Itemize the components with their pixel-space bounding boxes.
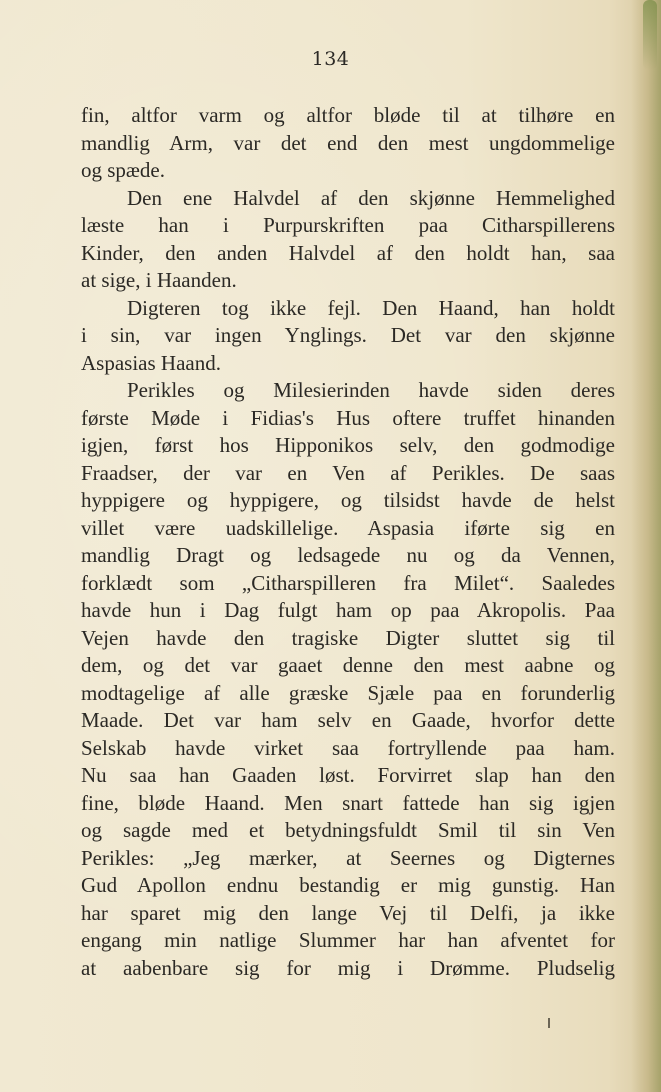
text-line: læste han i Purpurskriften paa Citharspillerens — [81, 213, 615, 237]
text-line: igjen, først hos Hipponikos selv, den godmodige — [81, 433, 615, 457]
text-line: første Møde i Fidias's Hus oftere truffet hinanden — [81, 405, 615, 430]
print-mark — [548, 1018, 550, 1028]
text-line: fine, bløde Haand. Men snart fattede han sig igjen — [81, 790, 615, 815]
text-line: Kinder, den anden Halvdel af den holdt han, saa — [81, 240, 615, 265]
text-line: at aabenbare sig for mig i Drømme. Pludselig — [81, 955, 615, 980]
text-line: modtagelige af alle græske Sjæle paa en forunderlig — [81, 680, 615, 705]
text-line: Nu saa han Gaaden løst. Forvirret slap han den — [81, 763, 615, 787]
text-line: Selskab havde virket saa fortryllende paa ham. — [81, 735, 615, 760]
text-line: hyppigere og hyppigere, og tilsidst havde de helst — [81, 488, 615, 512]
text-line: Digteren tog ikke fejl. Den Haand, han holdt — [127, 295, 615, 320]
text-line: og sagde med et betydningsfuldt Smil til sin Ven — [81, 818, 615, 842]
text-line: Fraadser, der var en Ven af Perikles. De saas — [81, 460, 615, 485]
text-line: Perikles og Milesierinden havde siden deres — [127, 378, 615, 402]
text-line: fin, altfor varm og altfor bløde til at tilhøre en — [81, 103, 615, 127]
text-line: havde hun i Dag fulgt ham op paa Akropolis. Paa — [81, 598, 615, 622]
body-text — [81, 102, 615, 982]
text-line: at sige, i Haanden. — [81, 268, 237, 292]
page-number: 134 — [311, 48, 350, 70]
text-line: Vejen havde den tragiske Digter sluttet sig til — [81, 625, 615, 650]
text-line: Den ene Halvdel af den skjønne Hemmelighed — [127, 185, 615, 210]
text-line: mandlig Arm, var det end den mest ungdommelige — [81, 130, 615, 155]
text-line: dem, og det var gaaet denne den mest aabne og — [81, 653, 615, 677]
text-line: og spæde. — [81, 158, 165, 182]
text-line: Gud Apollon endnu bestandig er mig gunstig. Han — [81, 873, 615, 897]
text-line: engang min natlige Slummer har han afventet for — [81, 928, 615, 952]
text-line: Maade. Det var ham selv en Gaade, hvorfor dette — [81, 708, 615, 732]
text-line: Aspasias Haand. — [81, 350, 221, 375]
text-line: har sparet mig den lange Vej til Delfi, ja ikke — [81, 900, 615, 925]
text-line: villet være uadskillelige. Aspasia iførte sig en — [81, 515, 615, 540]
text-line: i sin, var ingen Ynglings. Det var den skjønne — [81, 323, 615, 347]
text-line: Perikles: „Jeg mærker, at Seernes og Digternes — [81, 845, 615, 870]
page-edge-shadow — [631, 0, 661, 1092]
text-line: mandlig Dragt og ledsagede nu og da Vennen, — [81, 543, 615, 567]
text-line: forklædt som „Citharspilleren fra Milet“. Saaledes — [81, 570, 615, 595]
